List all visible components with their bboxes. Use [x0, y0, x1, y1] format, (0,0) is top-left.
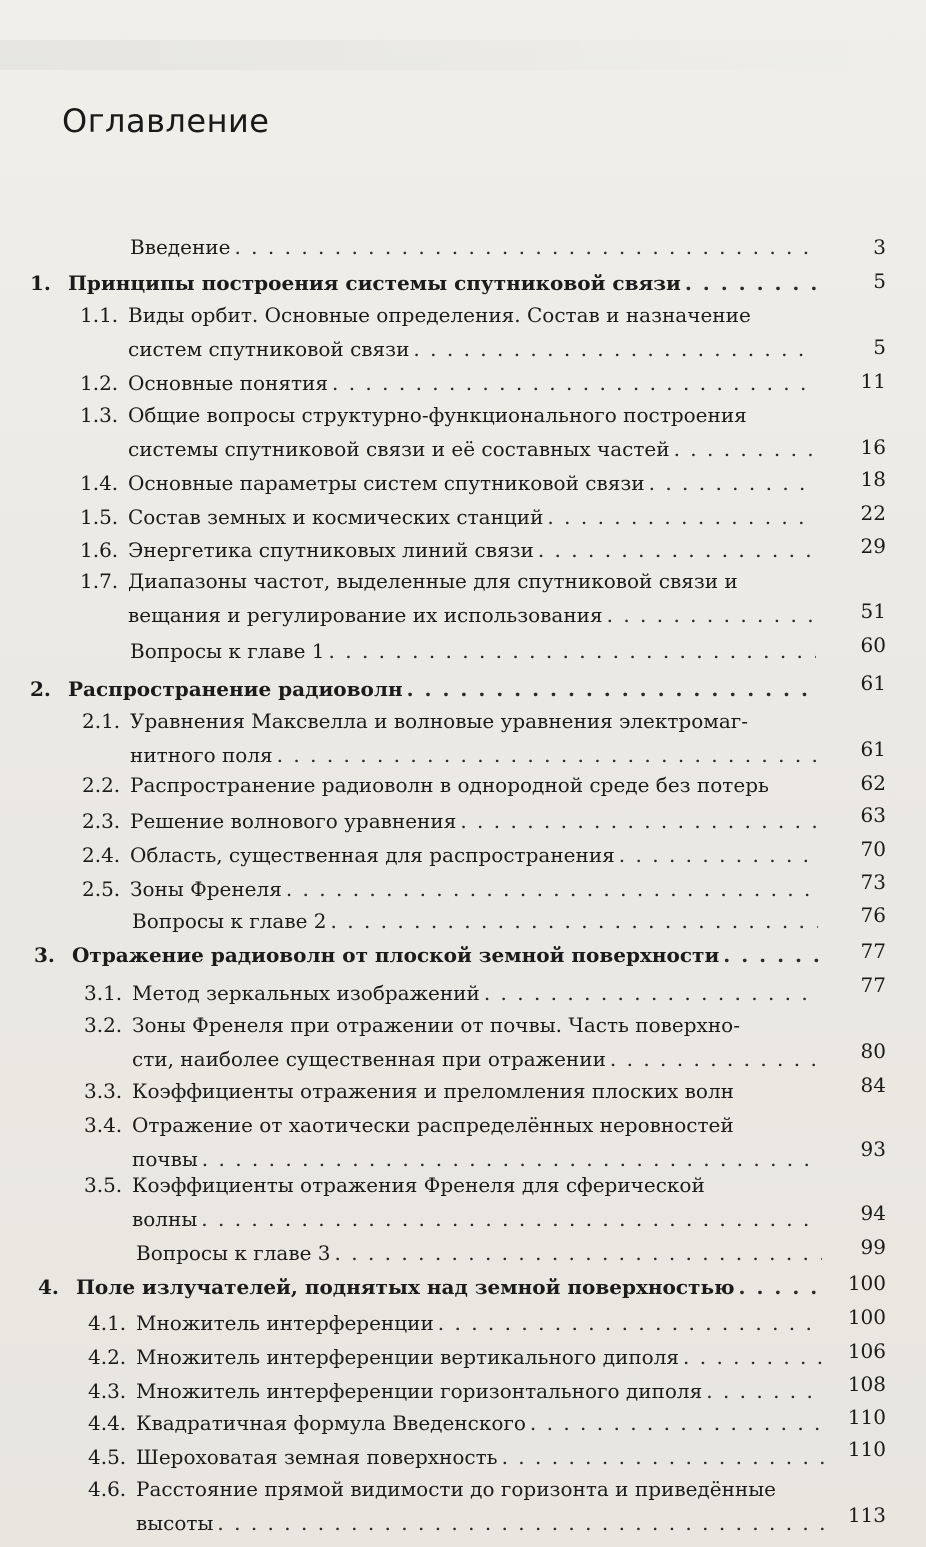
entry-title: Вопросы к главе 3	[136, 1241, 331, 1265]
toc-section-4-4[interactable]	[88, 1406, 828, 1440]
dot-leader	[335, 1236, 822, 1270]
dot-leader	[683, 1340, 824, 1374]
dot-leader	[286, 872, 818, 906]
section-number: 4.4.	[88, 1411, 127, 1435]
dot-leader	[234, 230, 816, 264]
section-number: 1.2.	[80, 371, 119, 395]
section-title-line: Уравнения Максвелла и волновые уравнения электромаг-	[130, 709, 748, 733]
section-number: 2.2.	[82, 773, 121, 797]
toc-section-2-5[interactable]	[82, 872, 822, 906]
section-title-line: Коэффициенты отражения и преломления плоских волн	[132, 1079, 734, 1103]
section-number: 4.5.	[88, 1445, 127, 1469]
toc-section-1-7[interactable]	[80, 564, 830, 632]
dot-leader	[438, 1306, 824, 1340]
dot-leader	[685, 266, 816, 300]
page-number: 73	[860, 870, 886, 894]
section-number: 2.4.	[82, 843, 121, 867]
dot-leader	[201, 1202, 820, 1236]
dot-leader	[530, 1406, 824, 1440]
page-number: 70	[860, 837, 886, 861]
chapter-number: 2.	[30, 677, 51, 701]
toc-section-4-3[interactable]	[88, 1374, 828, 1408]
section-number: 1.4.	[80, 471, 119, 495]
section-title-line: Множитель интерференции	[136, 1311, 434, 1335]
dot-leader	[332, 366, 816, 400]
section-number: 3.1.	[84, 981, 123, 1005]
toc-section-2-2[interactable]	[82, 768, 832, 802]
section-title-line: Шероховатая земная поверхность	[136, 1445, 498, 1469]
dot-leader	[329, 634, 816, 668]
page-number: 63	[860, 803, 886, 827]
chapter-number: 3.	[34, 943, 55, 967]
page-number: 94	[860, 1201, 886, 1225]
section-title-line: Зоны Френеля при отражении от почвы. Часть поверхно-	[132, 1013, 740, 1037]
chapter-number: 4.	[38, 1275, 59, 1299]
section-title-line: волны	[132, 1207, 198, 1231]
section-title-line: Отражение от хаотически распределённых неровностей	[132, 1113, 734, 1137]
dot-leader	[277, 738, 818, 772]
section-title-line: Метод зеркальных изображений	[132, 981, 480, 1005]
page-number: 93	[860, 1137, 886, 1161]
dot-leader	[649, 466, 816, 500]
section-title-line: Расстояние прямой видимости до горизонта и приведённые	[136, 1477, 776, 1501]
section-title-line: Решение волнового уравнения	[130, 809, 457, 833]
section-title-line: Энергетика спутниковых линий связи	[128, 538, 534, 562]
page-number: 108	[847, 1372, 886, 1396]
section-title-line: системы спутниковой связи и её составных частей	[128, 437, 670, 461]
dot-leader	[538, 533, 816, 567]
section-title-line: Множитель интерференции вертикального диполя	[136, 1345, 680, 1369]
section-number: 4.2.	[88, 1345, 127, 1369]
page-number: 18	[860, 467, 886, 491]
section-number: 1.1.	[80, 303, 119, 327]
toc-section-1-6[interactable]	[80, 533, 820, 567]
page-number: 3	[873, 235, 886, 259]
toc-chapter-2[interactable]	[30, 672, 820, 706]
toc-section-1-4[interactable]	[80, 466, 820, 500]
toc-chapter-3[interactable]	[34, 938, 826, 972]
toc-section-3-5[interactable]	[84, 1168, 834, 1236]
section-number: 4.1.	[88, 1311, 127, 1335]
section-title-line: высоты	[136, 1511, 214, 1535]
page-number: 110	[847, 1405, 886, 1429]
toc-section-2-4[interactable]	[82, 838, 822, 872]
section-title-line: Диапазоны частот, выделенные для спутниковой связи и	[128, 569, 738, 593]
section-title-line: Множитель интерференции горизонтального диполя	[136, 1379, 703, 1403]
page-number: 29	[860, 534, 886, 558]
page-number: 113	[847, 1503, 886, 1527]
page-number: 61	[860, 671, 886, 695]
toc-section-3-2[interactable]	[84, 1008, 828, 1076]
dot-leader	[547, 500, 816, 534]
section-number: 2.1.	[82, 709, 121, 733]
toc-section-3-3[interactable]	[84, 1074, 834, 1108]
section-title-line: Основные понятия	[128, 371, 328, 395]
page-number: 80	[860, 1039, 886, 1063]
section-number: 2.5.	[82, 877, 121, 901]
page-number: 77	[860, 973, 886, 997]
toc-entry-intro[interactable]	[130, 230, 820, 264]
entry-title: Вопросы к главе 2	[132, 909, 327, 933]
toc-section-1-3[interactable]	[80, 398, 820, 466]
toc-section-2-3[interactable]	[82, 804, 822, 838]
toc-chapter-4[interactable]	[38, 1270, 830, 1304]
section-title-line: Область, существенная для распространения	[130, 843, 615, 867]
section-title-line: Основные параметры систем спутниковой связи	[128, 471, 645, 495]
dot-leader	[413, 332, 816, 366]
section-title-line: Общие вопросы структурно-функционального построения	[128, 403, 747, 427]
page-number: 51	[860, 599, 886, 623]
section-number: 1.6.	[80, 538, 119, 562]
dot-leader	[607, 598, 816, 632]
toc-section-1-2[interactable]	[80, 366, 820, 400]
toc-chapter-1[interactable]	[30, 266, 820, 300]
dot-leader	[619, 838, 818, 872]
section-number: 1.5.	[80, 505, 119, 529]
section-title-line: систем спутниковой связи	[128, 337, 410, 361]
toc-section-4-2[interactable]	[88, 1340, 828, 1374]
section-number: 3.5.	[84, 1173, 123, 1197]
page-number: 77	[860, 939, 886, 963]
dot-leader	[331, 904, 818, 938]
dot-leader	[739, 1270, 826, 1304]
section-number: 4.3.	[88, 1379, 127, 1403]
page-title: Оглавление	[62, 102, 270, 140]
chapter-title: Отражение радиоволн от плоской земной поверхности	[72, 943, 720, 967]
section-number: 1.7.	[80, 569, 119, 593]
page-number: 11	[860, 369, 886, 393]
dot-leader	[217, 1506, 824, 1540]
toc-section-3-4[interactable]	[84, 1108, 834, 1176]
chapter-title: Распространение радиоволн	[68, 677, 403, 701]
page-number: 5	[873, 269, 886, 293]
dot-leader	[706, 1374, 824, 1408]
section-title-line: Коэффициенты отражения Френеля для сферической	[132, 1173, 705, 1197]
section-number: 3.2.	[84, 1013, 123, 1037]
chapter-title: Принципы построения системы спутниковой связи	[68, 271, 681, 295]
section-title-line: Виды орбит. Основные определения. Состав и назначение	[128, 303, 751, 327]
toc-section-2-1[interactable]	[82, 704, 822, 772]
section-number: 4.6.	[88, 1477, 127, 1501]
page-number: 100	[847, 1305, 886, 1329]
section-number: 1.3.	[80, 403, 119, 427]
toc-section-4-6[interactable]	[88, 1472, 838, 1540]
toc-section-3-1[interactable]	[84, 976, 824, 1010]
section-number: 2.3.	[82, 809, 121, 833]
dot-leader	[460, 804, 818, 838]
page-number: 100	[847, 1271, 886, 1295]
section-title-line: Квадратичная формула Введенского	[136, 1411, 526, 1435]
toc-questions-2[interactable]	[132, 904, 822, 938]
section-title-line: нитного поля	[130, 743, 273, 767]
section-title-line: Зоны Френеля	[130, 877, 282, 901]
bleed-through-shading	[0, 40, 926, 70]
toc-section-4-5[interactable]	[88, 1440, 828, 1474]
dot-leader	[674, 432, 816, 466]
section-title-line: вещания и регулирование их использования	[128, 603, 603, 627]
dot-leader	[610, 1042, 820, 1076]
entry-title: Введение	[130, 235, 231, 259]
section-title-line: Состав земных и космических станций	[128, 505, 544, 529]
page-number: 76	[860, 903, 886, 927]
section-title-line: почвы	[132, 1147, 198, 1171]
toc-section-4-1[interactable]	[88, 1306, 828, 1340]
toc-section-1-1[interactable]	[80, 298, 820, 366]
toc-section-1-5[interactable]	[80, 500, 820, 534]
section-number: 3.4.	[84, 1113, 123, 1137]
chapter-number: 1.	[30, 271, 51, 295]
dot-leader	[723, 938, 822, 972]
page-number: 99	[860, 1235, 886, 1259]
dot-leader	[502, 1440, 824, 1474]
dot-leader	[407, 672, 816, 706]
page-number: 16	[860, 435, 886, 459]
page-number: 5	[873, 335, 886, 359]
page-number: 22	[860, 501, 886, 525]
page-number: 61	[860, 737, 886, 761]
page-number: 60	[860, 633, 886, 657]
dot-leader	[484, 976, 820, 1010]
toc-questions-1[interactable]	[130, 634, 820, 668]
toc-questions-3[interactable]	[136, 1236, 826, 1270]
section-title-line: сти, наиболее существенная при отражении	[132, 1047, 606, 1071]
page-number: 110	[847, 1437, 886, 1461]
entry-title: Вопросы к главе 1	[130, 639, 325, 663]
chapter-title: Поле излучателей, поднятых над земной поверхностью	[76, 1275, 735, 1299]
page-number: 106	[847, 1339, 886, 1363]
page-number: 62	[860, 771, 886, 795]
section-number: 3.3.	[84, 1079, 123, 1103]
section-title-line: Распространение радиоволн в однородной среде без потерь	[130, 773, 769, 797]
page-number: 84	[860, 1073, 886, 1097]
